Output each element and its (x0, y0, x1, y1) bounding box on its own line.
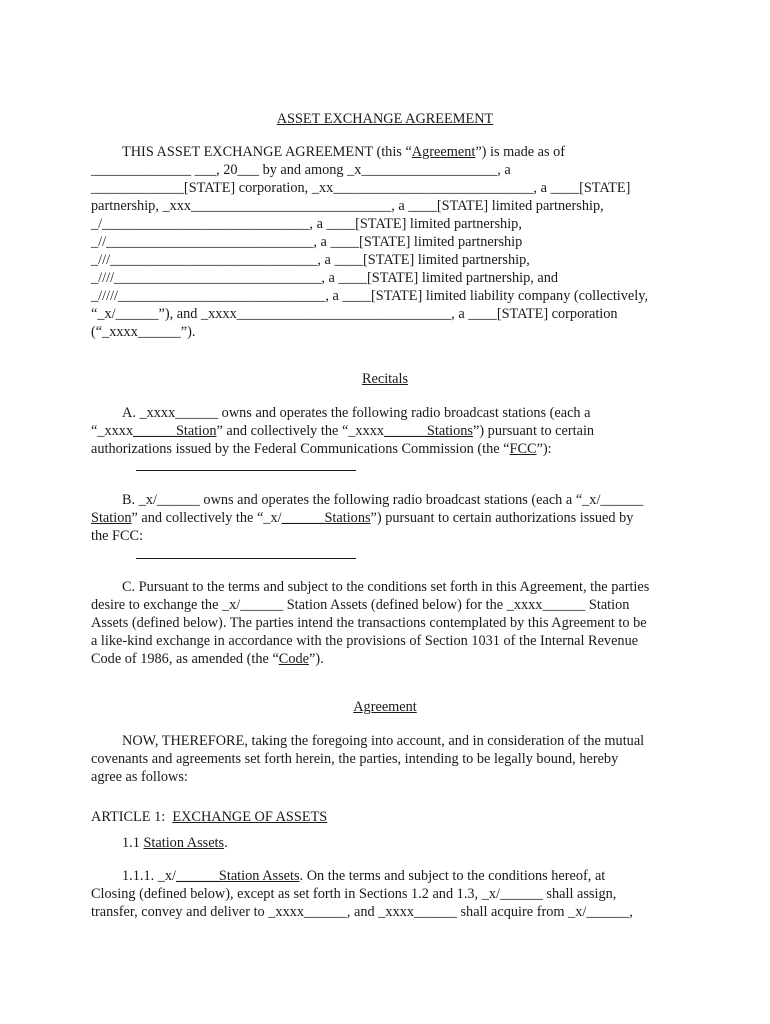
agreement-heading: Agreement (353, 699, 417, 715)
intro-line-4: partnership, _xxx____________________________, a ____[STATE] limited partnership, (91, 198, 604, 214)
intro-line-11: (“_xxxx______”). (91, 324, 196, 340)
document-title: ASSET EXCHANGE AGREEMENT (276, 111, 494, 127)
recital-b (91, 491, 691, 545)
intro-line-8: _////_____________________________, a ____[STATE] limited partnership, and (91, 270, 559, 286)
intro-line-7: _///_____________________________, a ____[STATE] limited partnership, (91, 252, 530, 268)
recitals-heading: Recitals (361, 371, 409, 387)
recital-c-line-2: desire to exchange the _x/______ Station Assets (defined below) for the _xxxx______ Station (91, 597, 630, 613)
intro-line-5: _/_____________________________, a ____[STATE] limited partnership, (91, 216, 522, 232)
recital-a-line-3: authorizations issued by the Federal Communications Commission (the “FCC”): (91, 441, 552, 457)
article-1-heading: ARTICLE 1: EXCHANGE OF ASSETS (91, 809, 328, 825)
section-1-1-heading: 1.1 Station Assets. (122, 835, 228, 851)
intro-line-10: “_x/______”), and _xxxx______________________________, a ____[STATE] corporation (91, 306, 618, 322)
intro-line-3: _____________[STATE] corporation, _xx____________________________, a ____[STATE] (91, 180, 631, 196)
recital-a (91, 404, 691, 458)
intro-line-1: THIS ASSET EXCHANGE AGREEMENT (this “Agreement”) is made as of (122, 144, 566, 160)
recital-a-blank-line (136, 470, 356, 471)
intro-line-6: _//_____________________________, a ____[STATE] limited partnership (91, 234, 523, 250)
recital-c-line-3: Assets (defined below). The parties intend the transactions contemplated by this Agreement to be (91, 615, 647, 631)
recital-c-line-4: a like-kind exchange in accordance with the provisions of Section 1031 of the Internal Revenue (91, 633, 639, 649)
section-1-1-1-line-1: 1.1.1. _x/______Station Assets. On the terms and subject to the conditions hereof, at (122, 868, 606, 884)
section-1-1-1-line-3: transfer, convey and deliver to _xxxx______, and _xxxx______ shall acquire from _x/______, (91, 904, 633, 920)
intro-line-2: ______________ ___, 20___ by and among _x___________________, a (91, 162, 511, 178)
intro-line-9: _/////_____________________________, a ____[STATE] limited liability company (collectively, (91, 288, 649, 304)
intro-paragraph (91, 143, 691, 341)
now-therefore-line-3: agree as follows: (91, 769, 188, 785)
section-1-1-1 (91, 867, 691, 921)
recital-c-line-5: Code of 1986, as amended (the “Code”). (91, 651, 324, 667)
section-1-1-1-line-2: Closing (defined below), except as set forth in Sections 1.2 and 1.3, _x/______ shall assign, (91, 886, 617, 902)
recital-b-line-3: the FCC: (91, 528, 144, 544)
now-therefore-line-2: covenants and agreements set forth herein, the parties, intending to be legally bound, hereby (91, 751, 619, 767)
recital-b-blank-line (136, 558, 356, 559)
recital-b-line-1: B. _x/______ owns and operates the following radio broadcast stations (each a “_x/______ (122, 492, 644, 508)
recital-c (91, 578, 691, 668)
recital-a-line-1: A. _xxxx______ owns and operates the following radio broadcast stations (each a (122, 405, 591, 421)
now-therefore-paragraph (91, 732, 691, 786)
recital-b-line-2: Station” and collectively the “_x/______Stations”) pursuant to certain authorizations issued by (91, 510, 634, 526)
recital-a-line-2: “_xxxx______Station” and collectively the “_xxxx______Stations”) pursuant to certain (91, 423, 595, 439)
now-therefore-line-1: NOW, THEREFORE, taking the foregoing into account, and in consideration of the mutual (122, 733, 645, 749)
recital-c-line-1: C. Pursuant to the terms and subject to the conditions set forth in this Agreement, the parties (122, 579, 650, 595)
